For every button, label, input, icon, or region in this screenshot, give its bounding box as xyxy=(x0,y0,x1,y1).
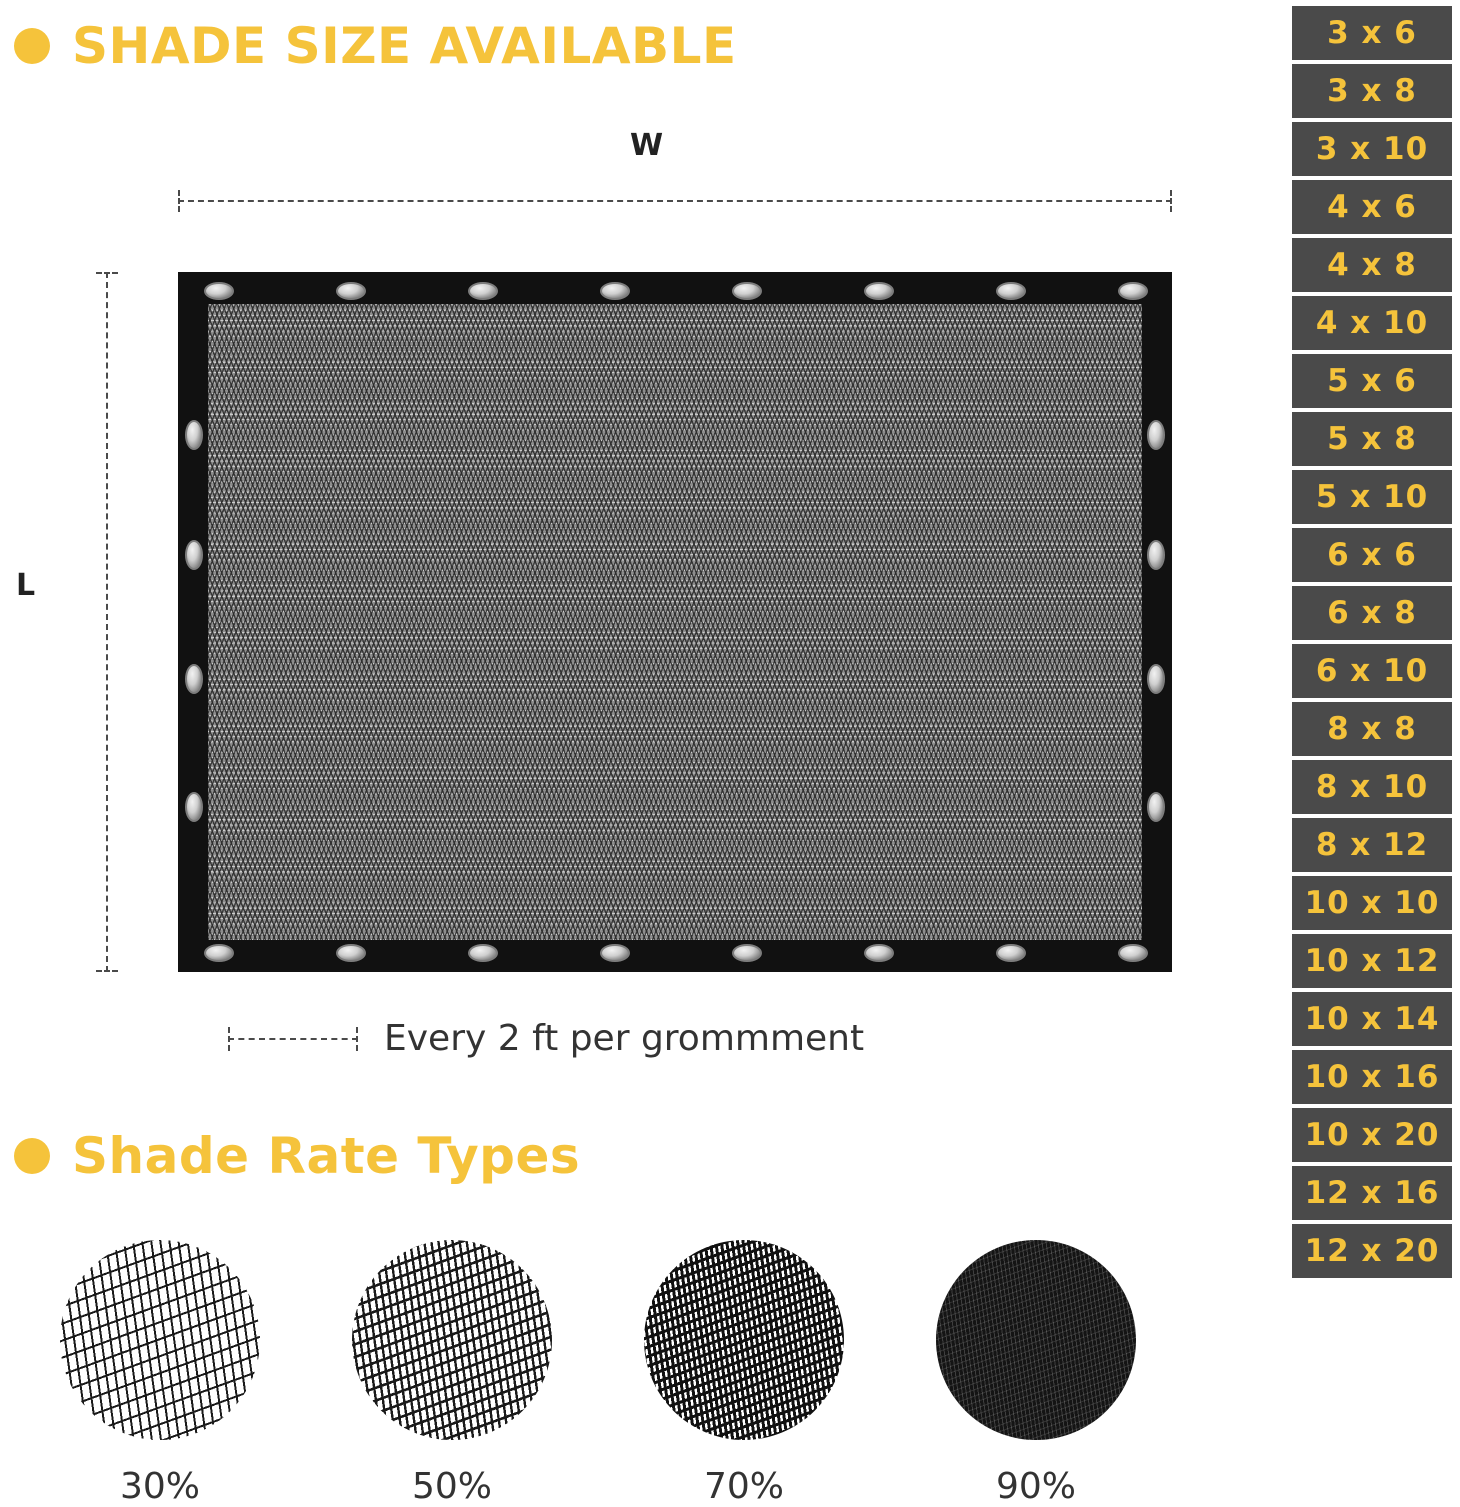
shade-rate-swatch-list xyxy=(60,1240,1190,1507)
section-heading-shade-size-label: SHADE SIZE AVAILABLE xyxy=(72,17,737,75)
width-dimension-label: W xyxy=(630,128,664,163)
length-dimension-cap-bottom xyxy=(96,970,118,972)
size-chip[interactable]: 4 x 6 xyxy=(1292,180,1452,234)
grommet-spacing-label: Every 2 ft per grommment xyxy=(384,1018,865,1059)
grommet xyxy=(732,282,762,300)
grommet xyxy=(204,944,234,962)
mesh-90-icon xyxy=(936,1240,1136,1440)
size-chip[interactable]: 5 x 6 xyxy=(1292,354,1452,408)
size-chip[interactable]: 12 x 20 xyxy=(1292,1224,1452,1278)
size-chip[interactable]: 4 x 10 xyxy=(1292,296,1452,350)
grommet xyxy=(468,944,498,962)
shade-rate-label: 90% xyxy=(995,1466,1076,1507)
grommet xyxy=(996,944,1026,962)
size-chip[interactable]: 6 x 8 xyxy=(1292,586,1452,640)
grommet xyxy=(864,282,894,300)
grommet xyxy=(732,944,762,962)
shade-rate-label: 50% xyxy=(411,1466,492,1507)
mesh-70-icon xyxy=(644,1240,844,1440)
size-chip[interactable]: 10 x 14 xyxy=(1292,992,1452,1046)
size-chip[interactable]: 8 x 10 xyxy=(1292,760,1452,814)
grommet xyxy=(468,282,498,300)
grommet xyxy=(336,944,366,962)
size-chip[interactable]: 10 x 16 xyxy=(1292,1050,1452,1104)
length-dimension-label: L xyxy=(16,568,36,603)
width-dimension-dash xyxy=(178,200,1172,202)
grommet xyxy=(336,282,366,300)
size-chip[interactable]: 10 x 12 xyxy=(1292,934,1452,988)
grommet xyxy=(1147,540,1165,570)
size-chip[interactable]: 3 x 6 xyxy=(1292,6,1452,60)
grommet xyxy=(185,420,203,450)
bullet-dot-icon xyxy=(14,1138,50,1174)
grommet xyxy=(600,282,630,300)
grommet xyxy=(1118,282,1148,300)
size-chip[interactable]: 4 x 8 xyxy=(1292,238,1452,292)
shade-rate-swatch xyxy=(352,1240,552,1507)
grommet xyxy=(185,792,203,822)
section-heading-shade-rate xyxy=(14,1127,581,1185)
grommet xyxy=(864,944,894,962)
size-chip[interactable]: 3 x 8 xyxy=(1292,64,1452,118)
size-chip[interactable]: 8 x 12 xyxy=(1292,818,1452,872)
shade-mesh-fabric xyxy=(208,304,1142,940)
size-chip[interactable]: 10 x 10 xyxy=(1292,876,1452,930)
grommet xyxy=(600,944,630,962)
grommet xyxy=(185,540,203,570)
width-dimension-cap-right xyxy=(1170,190,1172,212)
section-heading-shade-rate-label: Shade Rate Types xyxy=(72,1127,581,1185)
grommet xyxy=(1147,792,1165,822)
length-dimension-line xyxy=(96,272,118,972)
shade-cloth-illustration xyxy=(178,272,1172,972)
shade-rate-swatch xyxy=(60,1240,260,1507)
grommet-spacing-dash xyxy=(228,1038,358,1040)
size-chip[interactable]: 6 x 10 xyxy=(1292,644,1452,698)
mesh-30-icon xyxy=(60,1240,260,1440)
shade-rate-label: 70% xyxy=(703,1466,784,1507)
size-chip[interactable]: 10 x 20 xyxy=(1292,1108,1452,1162)
grommet xyxy=(996,282,1026,300)
grommet-spacing-dimension-line xyxy=(228,1027,358,1051)
size-chip[interactable]: 8 x 8 xyxy=(1292,702,1452,756)
grommet-spacing-cap-right xyxy=(356,1027,358,1051)
shade-rate-swatch xyxy=(644,1240,844,1507)
size-chip[interactable]: 3 x 10 xyxy=(1292,122,1452,176)
grommet xyxy=(1147,664,1165,694)
shade-rate-label: 30% xyxy=(119,1466,200,1507)
size-chip[interactable]: 6 x 6 xyxy=(1292,528,1452,582)
grommet-spacing-note xyxy=(228,1018,864,1059)
grommet xyxy=(1147,420,1165,450)
length-dimension-dash xyxy=(106,272,108,972)
mesh-50-icon xyxy=(352,1240,552,1440)
size-chip[interactable]: 5 x 10 xyxy=(1292,470,1452,524)
size-chip[interactable]: 12 x 16 xyxy=(1292,1166,1452,1220)
available-sizes-list xyxy=(1292,6,1452,1278)
grommet xyxy=(1118,944,1148,962)
shade-rate-swatch xyxy=(936,1240,1136,1507)
section-heading-shade-size xyxy=(14,17,737,75)
bullet-dot-icon xyxy=(14,28,50,64)
size-chip[interactable]: 5 x 8 xyxy=(1292,412,1452,466)
grommet xyxy=(185,664,203,694)
width-dimension-line xyxy=(178,190,1172,212)
grommet xyxy=(204,282,234,300)
